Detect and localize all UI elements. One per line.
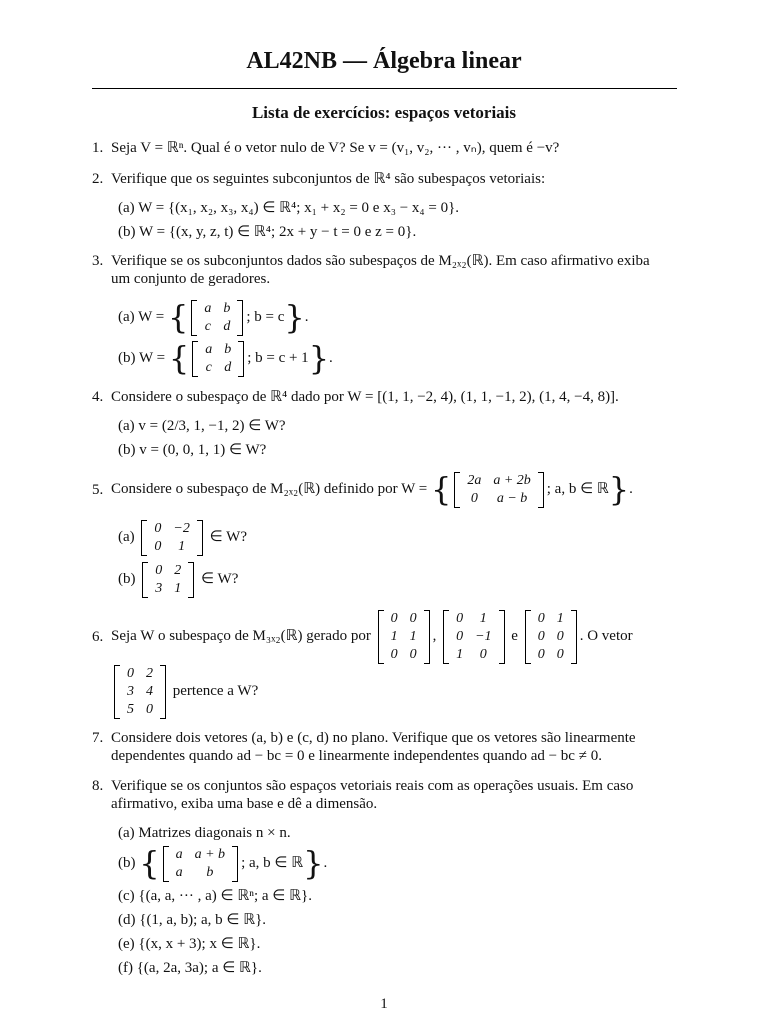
exercise-5a-label: (a) — [118, 529, 135, 545]
exercise-3a-label: (a) W = — [118, 309, 165, 325]
exercise-8e: (e) {(x, x + 3); x ∈ ℝ}. — [118, 936, 261, 952]
exercise-6-lead: Seja W o subespaço de M₃ₓ₂(ℝ) gerado por — [111, 628, 371, 644]
exercise-4b: (b) v = (0, 0, 1, 1) ∈ W? — [118, 442, 267, 458]
matrix-8b: a a + b a b — [163, 846, 238, 882]
matrix-5-definition: 2a a + 2b 0 a − b — [454, 472, 543, 508]
close-brace: } — [608, 470, 630, 509]
exercise-5b-tail: ∈ W? — [201, 571, 239, 587]
exercise-2-text: Verifique que os seguintes subconjuntos de ℝ⁴ são subespaços vetoriais: — [111, 171, 546, 187]
exercise-8c: (c) {(a, a, ··· , a) ∈ ℝⁿ; a ∈ ℝ}. — [118, 888, 312, 904]
exercise-8b-label: (b) — [118, 855, 136, 871]
exercise-7-number: 7. — [92, 730, 104, 746]
matrix-6-generator-2: 0 1 0 −1 1 0 — [443, 610, 504, 664]
exercise-6-question — [111, 662, 258, 720]
exercise-4a: (a) v = (2/3, 1, −1, 2) ∈ W? — [118, 418, 286, 434]
exercise-1-text: Seja V = ℝⁿ. Qual é o vetor nulo de V? Se v = (v₁, v₂, ··· , vₙ), quem é −v? — [111, 140, 560, 156]
exercise-8d: (d) {(1, a, b); a, b ∈ ℝ}. — [118, 912, 267, 928]
open-brace: { — [430, 470, 452, 509]
exercise-3a-condition: ; b = c — [246, 309, 285, 325]
open-brace: { — [168, 339, 190, 378]
exercise-4-text: Considere o subespaço de ℝ⁴ dado por W = [(1, 1, −2, 4), (1, 1, −1, 2), (1, 4, −4, 8)]. — [111, 389, 619, 405]
exercise-5-number: 5. — [92, 482, 104, 498]
matrix-6-generator-1: 0 0 1 1 0 0 — [378, 610, 430, 664]
exercise-7-line1: Considere dois vetores (a, b) e (c, d) no plano. Verifique que os vetores são linearmente — [111, 730, 636, 746]
exercise-5-condition: ; a, b ∈ ℝ — [546, 481, 609, 497]
exercise-6-tail: . O vetor — [579, 628, 633, 644]
exercise-5b — [118, 559, 238, 599]
exercise-8b: (b) { a a + b a b ; a, b ∈ ℝ}. — [118, 844, 328, 883]
exercise-8-line2: afirmativo, exiba uma base e dê a dimensão. — [111, 796, 378, 812]
exercise-8-line1: Verifique se os conjuntos são espaços vetoriais reais com as operações usuais. Em caso — [111, 778, 634, 794]
exercise-1-number: 1. — [92, 140, 104, 156]
exercise-3b: (b) W = { a b c d ; b = c + 1}. — [118, 339, 333, 378]
matrix-6-vector: 0 2 3 4 5 0 — [114, 665, 166, 719]
exercise-5b-label: (b) — [118, 571, 136, 587]
title-rule — [92, 88, 677, 89]
matrix-abcd: a b c d — [191, 300, 243, 336]
matrix-5b: 0 2 3 1 — [142, 562, 194, 598]
exercise-8a: (a) Matrizes diagonais n × n. — [118, 825, 291, 841]
matrix-5a: 0 −2 0 1 — [141, 520, 202, 556]
exercise-5a-tail: ∈ W? — [209, 529, 247, 545]
exercise-2b: (b) W = {(x, y, z, t) ∈ ℝ⁴; 2x + y − t = 0 e z = 0}. — [118, 224, 417, 240]
open-brace: { — [167, 298, 189, 337]
page-title: AL42NB — Álgebra linear — [246, 48, 522, 74]
exercise-2a: (a) W = {(x₁, x₂, x₃, x₄) ∈ ℝ⁴; x₁ + x₂ = 0 e x₃ − x₄ = 0}. — [118, 200, 460, 216]
page-number: 1 — [380, 996, 388, 1012]
exercise-3b-condition: ; b = c + 1 — [247, 350, 309, 366]
exercise-3b-label: (b) W = — [118, 350, 166, 366]
exercise-3-line1: Verifique se os subconjuntos dados são subespaços de M₂ₓ₂(ℝ). Em caso afirmativo exiba — [111, 253, 650, 269]
exercise-6-tail2: pertence a W? — [172, 683, 259, 699]
exercise-5-text: Considere o subespaço de M₂ₓ₂(ℝ) definido por W = { 2a a + 2b 0 a − b ; a, b ∈ ℝ}. — [111, 470, 633, 509]
exercise-5-lead: Considere o subespaço de M₂ₓ₂(ℝ) definido por W = — [111, 481, 428, 497]
exercise-3-number: 3. — [92, 253, 104, 269]
exercise-4-number: 4. — [92, 389, 104, 405]
matrix-6-generator-3: 0 1 0 0 0 0 — [525, 610, 577, 664]
exercise-6-sep1: , — [432, 628, 437, 644]
exercise-3a: (a) W = { a b c d ; b = c}. — [118, 298, 309, 337]
exercise-3-line2: um conjunto de geradores. — [111, 271, 271, 287]
exercise-6-number: 6. — [92, 629, 104, 645]
exercise-8-number: 8. — [92, 778, 104, 794]
exercise-8b-condition: ; a, b ∈ ℝ — [241, 855, 304, 871]
exercise-6-sep2: e — [511, 628, 518, 644]
exercise-7-line2: dependentes quando ad − bc = 0 e linearmente independentes quando ad − bc ≠ 0. — [111, 748, 602, 764]
close-brace: } — [303, 844, 324, 883]
matrix-abcd: a b c d — [192, 341, 244, 377]
close-brace: } — [308, 339, 330, 378]
open-brace: { — [139, 844, 160, 883]
page-subtitle: Lista de exercícios: espaços vetoriais — [251, 103, 517, 122]
exercise-5a — [118, 517, 247, 557]
close-brace: } — [284, 298, 305, 337]
exercise-6-text — [111, 607, 633, 665]
exercise-2-number: 2. — [92, 171, 104, 187]
exercise-8f: (f) {(a, 2a, 3a); a ∈ ℝ}. — [118, 960, 262, 976]
